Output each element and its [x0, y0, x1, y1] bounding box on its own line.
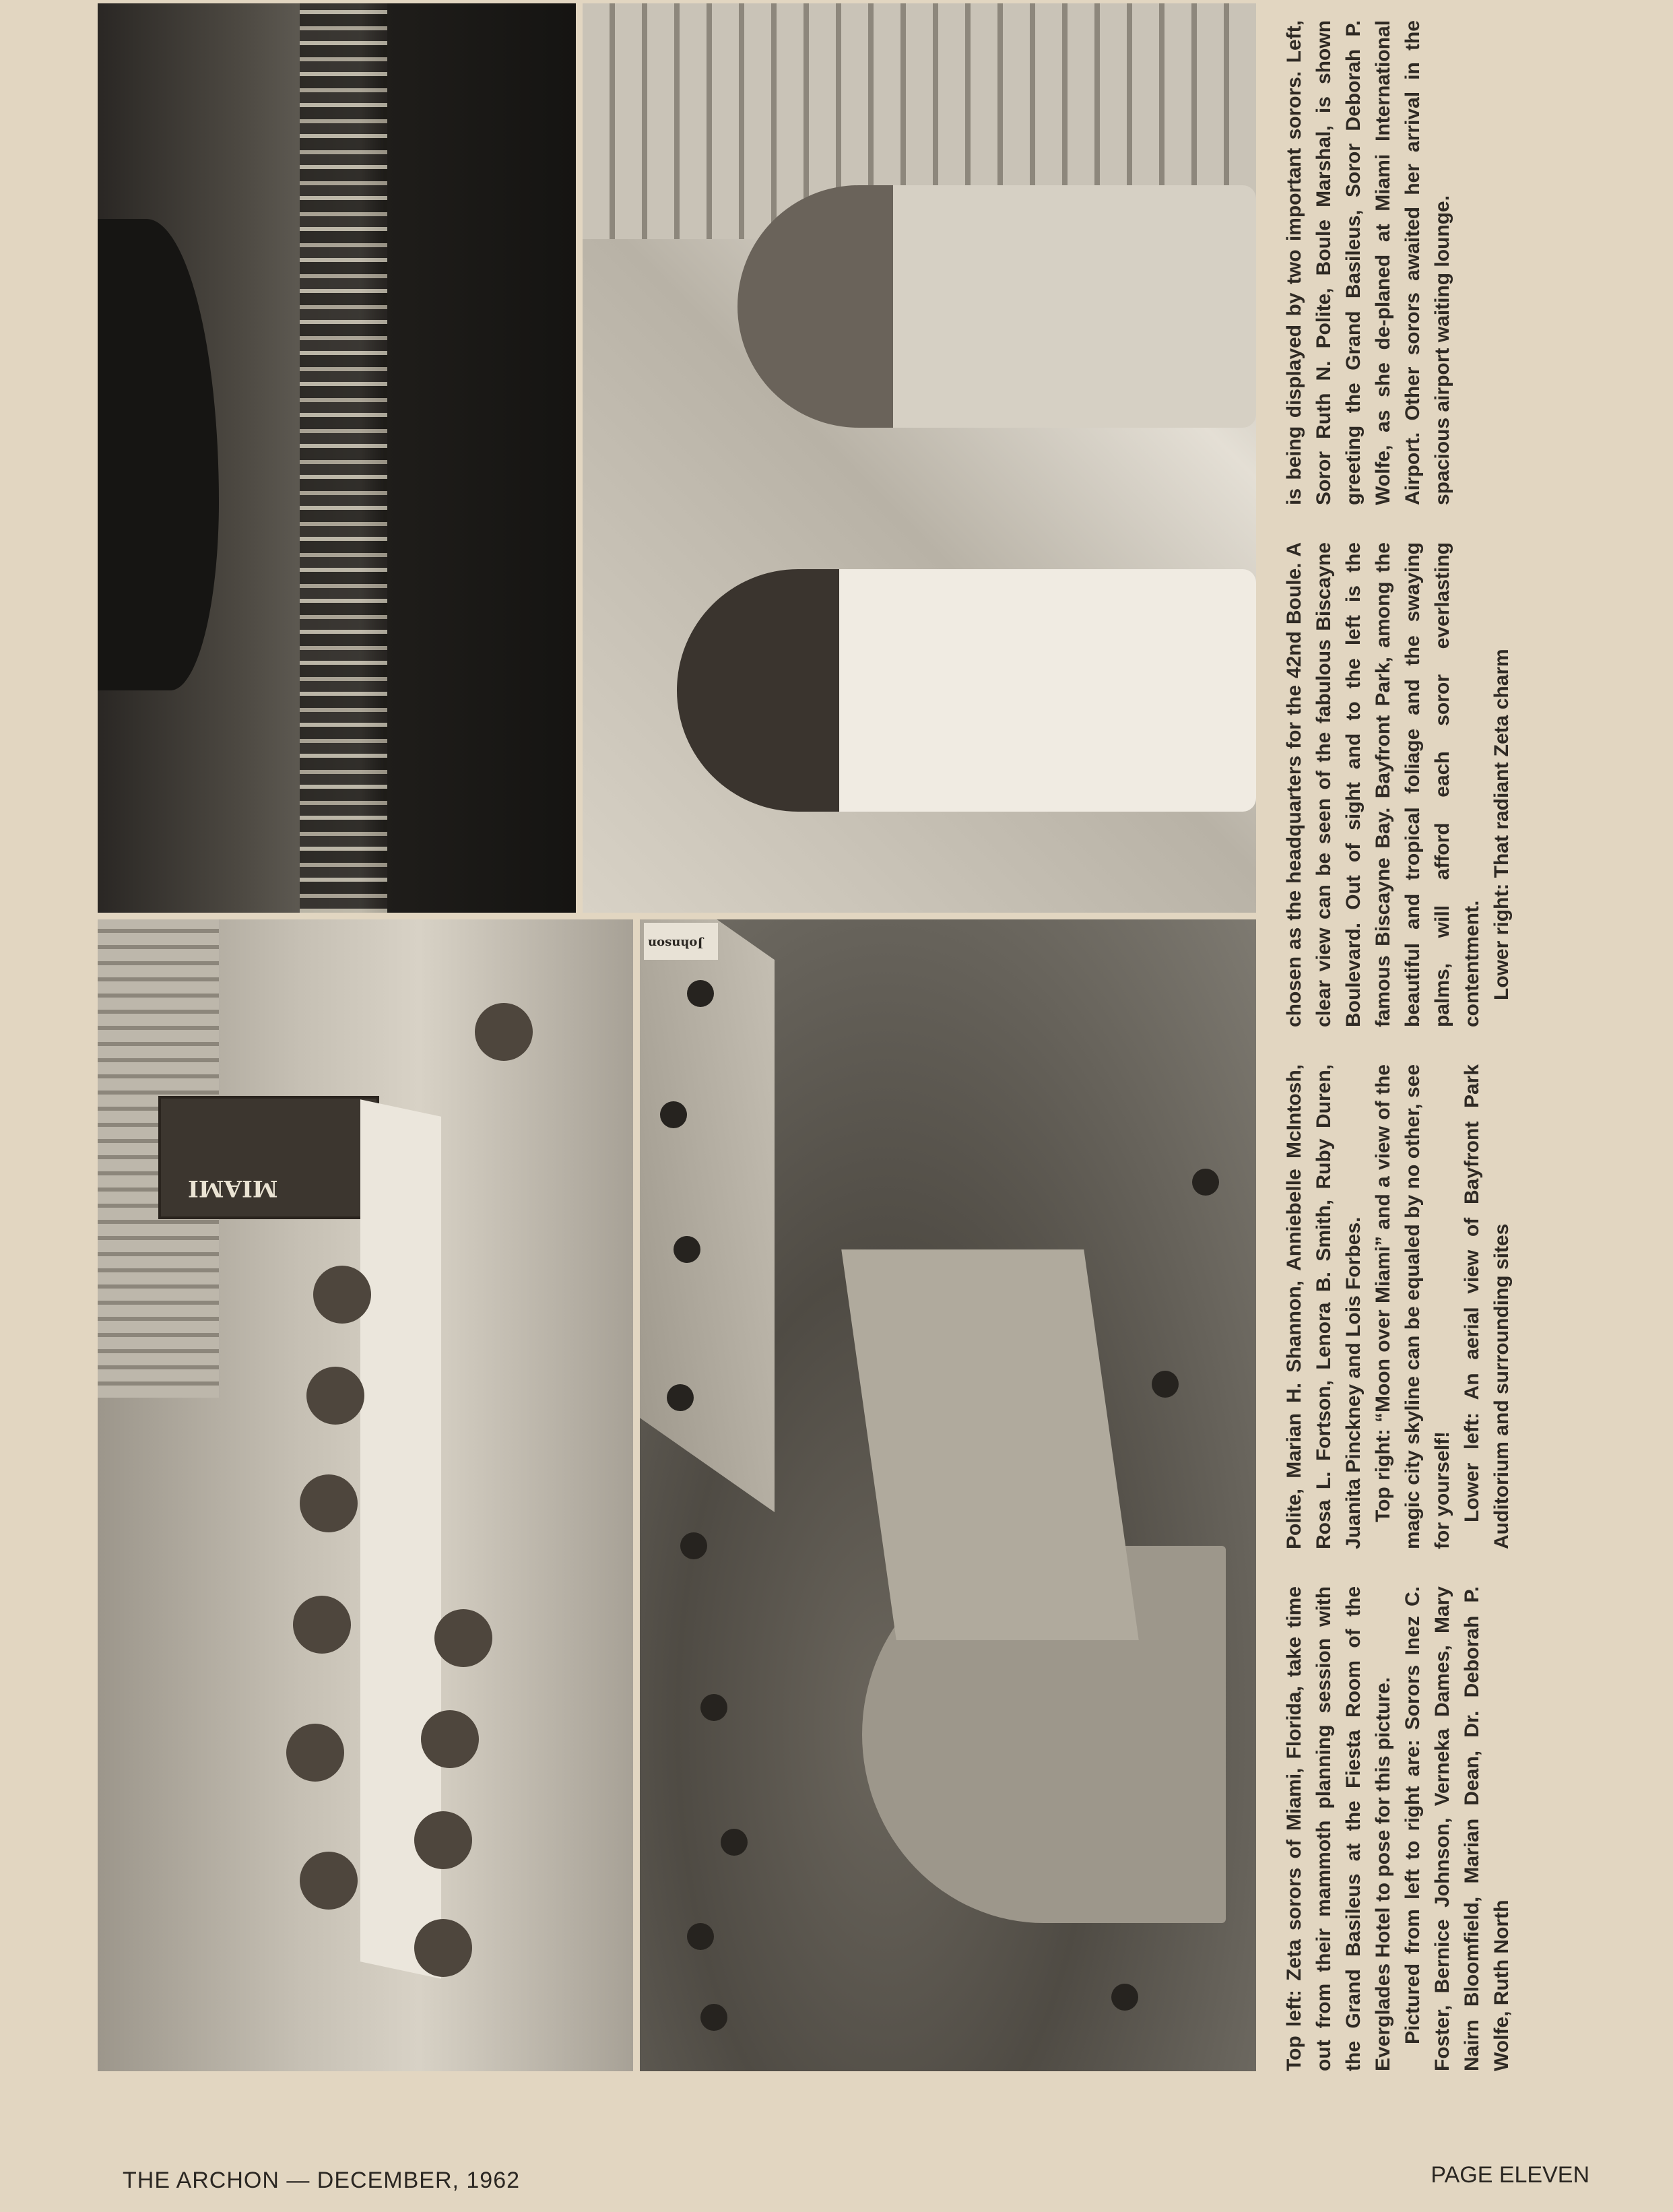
photo-aerial-bayfront-park: [640, 919, 1256, 2071]
miami-banner: [158, 1096, 379, 1219]
caption-column-4: is being displayed by two important sorors. Left, Soror Ruth N. Polite, Boule Marshal, is shown greeting the Grand Basileus, Soror Deborah P. Wolfe, as she de-planed at Miami International Airport. Other sorors awaited her arrival in the spacious airport waiting lounge.: [1283, 20, 1453, 505]
rotated-content: [98, 3, 1513, 2071]
caption-column-2: Polite, Marian H. Shannon, Anniebelle McIntosh, Rosa L. Fortson, Lenora B. Smith, Ruby Duren, Juanita Pinckney and Lois Forbes. Top right: “Moon over Miami” and a view of the magic city skyline can be equaled by no other, see for yourself! Lower left: An aerial view of Bayfront Park Auditorium and surrounding sites: [1283, 1064, 1513, 1549]
footer-page-number: PAGE ELEVEN: [1431, 2162, 1589, 2188]
photo-airport-greeting: [583, 3, 1256, 913]
caption-column-1: Top left: Zeta sorors of Miami, Florida, take time out from their mammoth planning session with the Grand Basileus at the Fiesta Room of the Everglades Hotel to pose for this picture. Pictured from left to right are: Sorors Inez C. Foster, Bernice Johnson, Verneka Dames, Mary Nairn Bloomfield, Marian Dean, Dr. Deborah P. Wolfe, Ruth North: [1283, 1586, 1513, 2071]
photo-captions: [1280, 3, 1563, 2071]
johnson-sign: Johnson: [644, 923, 718, 960]
photo-miami-night-skyline: [98, 3, 576, 913]
photo-luncheon-group: [98, 919, 633, 2071]
caption-column-3: chosen as the headquarters for the 42nd Boule. A clear view can be seen of the fabulous Biscayne Boulevard. Out of sight and to the left is the famous Biscayne Bay. Bayfront Park, among the beautiful and tropical foliage and the swaying palms, will afford each soror everlasting contentment. Lower right: That radiant Zeta charm: [1283, 542, 1513, 1027]
banner-text: MIAMI: [188, 1175, 278, 1202]
footer-publication-date: THE ARCHON — DECEMBER, 1962: [123, 2168, 521, 2193]
